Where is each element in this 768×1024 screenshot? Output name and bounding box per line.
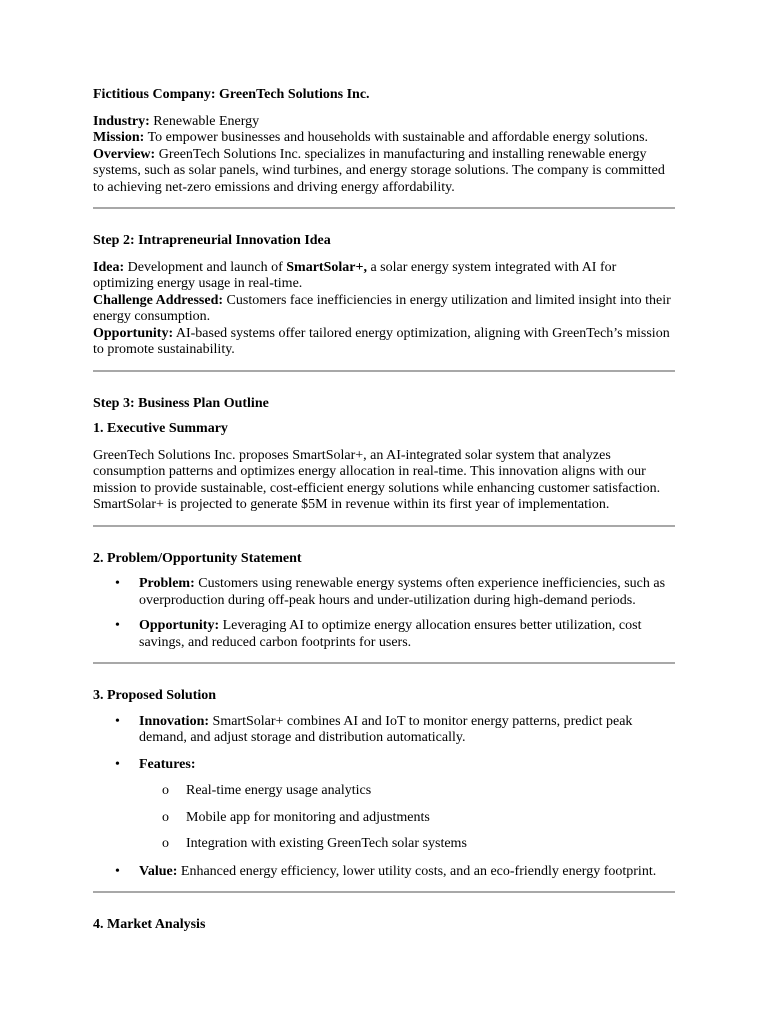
value-list [93,864,675,881]
document-content [93,87,675,934]
opportunity-label: Opportunity: [93,325,174,341]
opportunity-line [93,326,675,359]
idea-post: a solar energy system integrated with AI for optimizing energy usage in real-time. [93,259,617,291]
challenge-line [93,293,675,326]
opportunity-item-label: Opportunity: [139,618,220,633]
mission-line [93,130,675,147]
opportunity-value: AI-based systems offer tailored energy optimization, aligning with GreenTech’s mission to promote sustainability. [93,325,670,357]
challenge-label: Challenge Addressed: [93,292,224,308]
exec-summary-text: GreenTech Solutions Inc. proposes SmartSolar+, an AI-integrated solar system that analyzes consumption patterns and optimizes energy allocation in real-time. This innovation aligns with our mission to provide sustainable, cost-efficient energy solutions while enhancing customer satisfaction. SmartSolar+ is projected to generate $5M in revenue within its first year of implementation. [93,447,661,512]
solution-heading: 3. Proposed Solution [93,688,217,703]
feature-item [93,810,675,827]
overview-label: Overview: [93,146,156,162]
market-analysis-heading: 4. Market Analysis [93,917,206,932]
divider [93,370,675,372]
exec-summary-heading: 1. Executive Summary [93,421,228,436]
feature-item [93,783,675,800]
mission-value: To empower businesses and households with sustainable and affordable energy solutions. [144,130,649,145]
idea-label: Idea: [93,259,125,275]
overview-line [93,147,675,197]
idea-product: SmartSolar+, [286,259,367,275]
problem-label: Problem: [139,576,195,591]
bullet-icon: • [115,713,120,729]
industry-label: Industry: [93,113,150,129]
feature-text: Mobile app for monitoring and adjustments [186,809,430,825]
list-item [93,618,675,651]
value-text: Enhanced energy efficiency, lower utility costs, and an eco-friendly energy footprint. [177,863,657,879]
divider [93,525,675,527]
bullet-icon: • [115,576,120,591]
list-item [93,714,675,747]
innovation-label: Innovation: [139,713,210,729]
bullet-icon: • [115,863,120,879]
solution-list [93,714,675,774]
problem-text: Customers using renewable energy systems often experience inefficiencies, such as overproduction during off-peak hours and under-utilization during high-demand periods. [139,576,666,608]
idea-pre: Development and launch of [124,259,287,275]
feature-text: Real-time energy usage analytics [186,783,372,798]
mission-label: Mission: [93,130,145,145]
features-list [93,783,675,853]
company-title: Fictitious Company: GreenTech Solutions Inc. [93,87,370,102]
industry-line [93,114,675,131]
divider [93,891,675,893]
opportunity-item-text: Leveraging AI to optimize energy allocation ensures better utilization, cost savings, and reduced carbon footprints for users. [139,618,642,650]
list-item [93,864,675,881]
value-label: Value: [139,863,178,879]
divider [93,662,675,664]
industry-value: Renewable Energy [149,113,260,129]
sub-bullet-icon: o [162,809,169,825]
sub-bullet-icon: o [162,836,169,851]
list-item [93,757,675,774]
divider [93,207,675,209]
overview-value: GreenTech Solutions Inc. specializes in manufacturing and installing renewable energy systems, such as solar panels, wind turbines, and energy storage solutions. The company is committed to achieving net-zero emissions and driving energy affordability. [93,146,665,195]
feature-text: Integration with existing GreenTech solar systems [186,836,467,851]
sub-bullet-icon: o [162,783,169,798]
problem-heading: 2. Problem/Opportunity Statement [93,550,302,566]
idea-line [93,260,675,293]
step2-heading: Step 2: Intrapreneurial Innovation Idea [93,233,331,248]
innovation-text: SmartSolar+ combines AI and IoT to monitor energy patterns, predict peak demand, and adjust storage and distribution automatically. [139,713,633,745]
bullet-icon: • [115,756,120,772]
bullet-icon: • [115,618,120,633]
step3-heading: Step 3: Business Plan Outline [93,395,269,411]
feature-item [93,836,675,853]
features-label: Features: [139,756,196,772]
challenge-value: Customers face inefficiencies in energy utilization and limited insight into their energy consumption. [93,292,671,324]
list-item [93,576,675,609]
problem-list [93,576,675,651]
